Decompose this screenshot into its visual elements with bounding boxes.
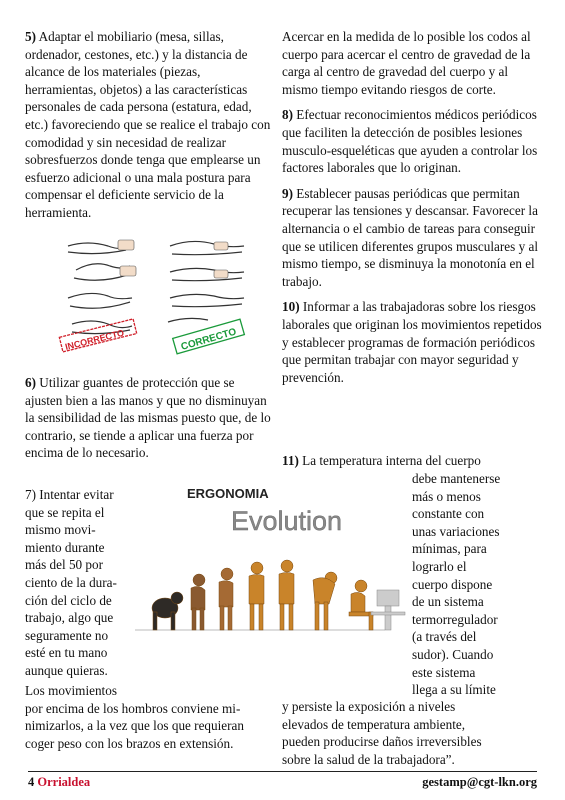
paragraph-text: La temperatura interna del cuerpo xyxy=(302,453,481,468)
footer-email: gestamp@cgt-lkn.org xyxy=(422,775,537,789)
incorrect-label: INCORRECTO xyxy=(64,327,126,352)
p11-end-line: sobre la salud de la trabajadora”. xyxy=(282,751,455,767)
left-column xyxy=(25,28,273,230)
paragraph-11-first-line xyxy=(282,452,544,470)
p11-line: constante con xyxy=(412,506,485,522)
p7-line: más del 50 por xyxy=(25,557,104,573)
item-number: 6) xyxy=(25,375,36,390)
continuation-paragraph: Acercar en la medida de lo posible los codos al cuerpo para acercar el centro de gravedad de la carga al centro de gravedad del cuerpo y al mismo tiempo evitando riesgos de corte. xyxy=(282,29,531,97)
brand-name: Orrialdea xyxy=(37,775,91,789)
p11-line: termorregulador xyxy=(412,611,498,627)
p7-line: miento durante xyxy=(25,539,105,555)
paragraph-text: Establecer pausas periódicas que permitan recuperar las tensiones y descansar. Favorecer la alternancia o el cambio de tareas para conseguir que se utilicen diferentes grupos musculares y al mismo tiempo, se disminuya la monotonía en el trabajo. xyxy=(282,185,538,289)
p7-line: esté en tu mano xyxy=(25,645,108,661)
hand-posture-illustration xyxy=(58,232,258,364)
correct-label: CORRECTO xyxy=(179,326,238,353)
evolution-word: Evolution xyxy=(231,506,343,536)
p11-line: más o menos xyxy=(412,488,481,504)
page-footer xyxy=(28,775,537,790)
p11-line: lograrlo el xyxy=(412,558,467,574)
p11-end-line: y persiste la exposición a niveles xyxy=(282,699,456,714)
paragraph-11-narrow xyxy=(412,470,544,699)
item-number: 8) xyxy=(282,107,293,123)
p11-line: de un sistema xyxy=(412,594,484,610)
movimientos-line: por encima de los hombros conviene mi- xyxy=(25,700,241,716)
p11-line: cuerpo dispone xyxy=(412,576,493,592)
item-number: 11) xyxy=(282,453,299,468)
paragraph-text: Informar a las trabajadoras sobre los riesgos laborales que originan los movimientos repetidos y establecer programas de formación periódicos que permitan trabajar con mayor seguridad y prevención. xyxy=(282,299,542,385)
paragraph-9 xyxy=(282,185,544,291)
p11-end-line: pueden producirse daños irreversibles xyxy=(282,734,482,750)
p7-line: ciento de la dura- xyxy=(25,574,117,590)
p7-line: 7) Intentar evitar xyxy=(25,487,114,502)
paragraph-10 xyxy=(282,298,544,386)
right-column xyxy=(282,28,544,394)
p11-line: (a través del xyxy=(412,629,477,645)
p11-line: mínimas, para xyxy=(412,541,487,557)
ergonomia-evolution-image xyxy=(135,484,407,640)
paragraph-8 xyxy=(282,106,544,176)
item-number: 10) xyxy=(282,299,300,315)
movimientos-line: nimizarlos, a la vez que los que requieran xyxy=(25,718,244,734)
movimientos-line: Los movimientos xyxy=(25,683,117,698)
paragraph-11-end xyxy=(282,698,544,768)
paragraph-text: Efectuar reconocimientos médicos periódicos que faciliten la detección de posibles lesiones musculo-esqueléticas que ayuden a controlar los factores laborales que lo originan. xyxy=(282,107,538,176)
paragraph-text: Utilizar guantes de protección que se ajusten bien a las manos y que no disminuyan la sensibilidad de las mismas puesto que, de lo contrario, se tiende a aplicar una fuerza por encima de lo necesario. xyxy=(25,375,271,461)
p11-line: este sistema xyxy=(412,664,476,680)
movimientos-line: coger peso con los brazos en extensión. xyxy=(25,735,234,751)
paragraph-6 xyxy=(25,374,273,462)
p7-line: ción del ciclo de xyxy=(25,592,112,608)
p11-line: sudor). Cuando xyxy=(412,646,494,662)
item-number: 5) xyxy=(25,29,36,44)
p11-line: llega a su límite xyxy=(412,682,496,698)
paragraph-5 xyxy=(25,28,273,222)
p11-line: unas variaciones xyxy=(412,523,500,539)
paragraph-7 xyxy=(25,486,135,680)
p7-line: que se repita el xyxy=(25,504,105,520)
p7-line: mismo movi- xyxy=(25,522,96,538)
footer-rule xyxy=(28,771,537,772)
paragraph-text: Adaptar el mobiliario (mesa, sillas, ordenador, cestones, etc.) y la distancia de alcance de los materiales (piezas, herramientas, objetos) a las características personales de cada persona (estatura, edad, etc.) favoreciendo que se realice el trabajo con comodidad y sin necesidad de realizar sobresfuerzos donde tenga que emplearse un esfuerzo adicional o una mala postura para compensar el deficiente servicio de la herramienta. xyxy=(25,29,271,220)
evolution-figures xyxy=(152,560,405,630)
p7-line: aunque quieras. xyxy=(25,662,108,678)
paragraph-6-block xyxy=(25,374,273,470)
item-number: 9) xyxy=(282,185,293,201)
p11-line: debe mantenerse xyxy=(412,471,501,486)
p7-line: seguramente no xyxy=(25,627,109,643)
p7-line: trabajo, algo que xyxy=(25,610,114,626)
p11-end-line: elevados de temperatura ambiente, xyxy=(282,716,466,732)
page-number: 4 xyxy=(28,775,35,789)
ergonomia-title: ERGONOMIA xyxy=(187,486,269,501)
paragraph-movimientos xyxy=(25,682,275,752)
